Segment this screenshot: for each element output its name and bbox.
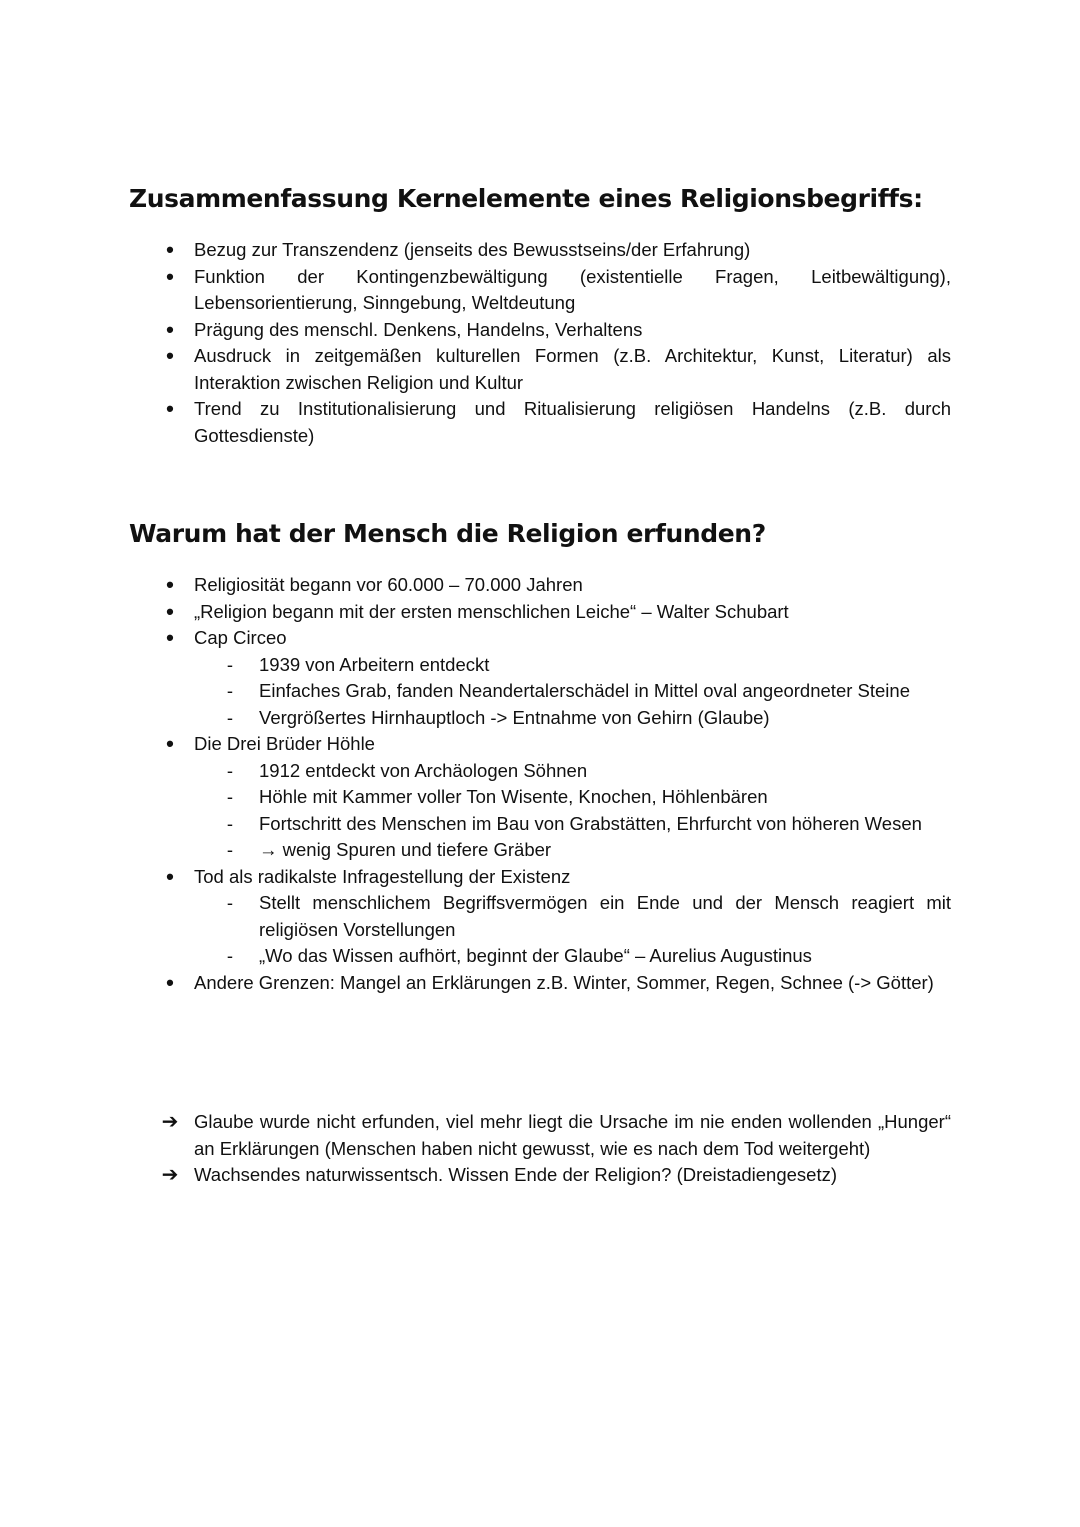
bullet-icon: • — [166, 316, 174, 342]
bullet-icon: • — [166, 598, 174, 624]
sub-list-item-text: 1912 entdeckt von Archäologen Söhnen — [259, 759, 588, 781]
list-item-text: Die Drei Brüder Höhle — [194, 733, 375, 754]
sub-list — [194, 758, 951, 864]
list-item — [0, 731, 951, 864]
list-item-text: „Religion begann mit der ersten menschlichen Leiche“ – Walter Schubart — [194, 600, 789, 622]
sub-list-item — [0, 890, 951, 943]
sub-list-item-text: „Wo das Wissen aufhört, beginnt der Glaube“ – Aurelius Augustinus — [259, 945, 812, 966]
bullet-icon: • — [166, 237, 174, 262]
list-item-text: Funktion der Kontingenzbewältigung (existentielle Fragen, Leitbewältigung), Lebensorientierung, Sinngebung, Weltdeutung — [194, 265, 951, 313]
bullet-icon: • — [166, 396, 174, 421]
conclusion-text: Glaube wurde nicht erfunden, viel mehr liegt die Ursache im nie enden wollenden „Hunger“ an Erklärungen (Menschen haben nicht gewusst, wie es nach dem Tod weitergeht) — [194, 1111, 951, 1159]
dash-icon: - — [226, 812, 234, 834]
sub-list-item — [0, 705, 951, 732]
sub-list-item — [0, 784, 951, 811]
sub-list-item-text: Stellt menschlichem Begriffsvermögen ein Ende und der Mensch reagiert mit religiösen Vorstellungen — [259, 892, 951, 940]
list-item-text: Tod als radikalste Infragestellung der Existenz — [194, 865, 571, 887]
list-item-text: Prägung des menschl. Denkens, Handelns, Verhaltens — [194, 318, 643, 340]
section2-heading: Warum hat der Mensch die Religion erfunden? — [129, 519, 766, 548]
dash-icon: - — [226, 839, 234, 860]
sub-list-item — [0, 758, 951, 785]
sub-list-item — [0, 652, 951, 679]
conclusion-item — [0, 1162, 951, 1189]
list-item — [0, 317, 951, 344]
list-item — [0, 864, 951, 970]
bullet-icon: • — [166, 969, 174, 995]
sub-list-item-text: Höhle mit Kammer voller Ton Wisente, Knochen, Höhlenbären — [259, 786, 768, 807]
sub-list — [194, 652, 951, 732]
list-item — [0, 970, 951, 997]
sub-list-item-text: 1939 von Arbeitern entdeckt — [259, 653, 490, 675]
list-item — [0, 572, 951, 599]
sub-list-item — [0, 678, 951, 705]
list-item-text: Religiosität begann vor 60.000 – 70.000 Jahren — [194, 574, 583, 595]
list-item — [0, 599, 951, 626]
list-item — [0, 264, 951, 317]
sub-list-item-text: Fortschritt des Menschen im Bau von Grabstätten, Ehrfurcht von höheren Wesen — [259, 812, 922, 834]
list-item — [0, 625, 951, 731]
bullet-icon: • — [166, 731, 174, 756]
section2-list — [0, 572, 951, 996]
dash-icon: - — [226, 945, 234, 966]
bullet-icon: • — [166, 343, 174, 368]
list-item — [0, 343, 951, 396]
dash-icon: - — [226, 706, 234, 728]
bullet-icon: • — [166, 863, 174, 889]
dash-icon: - — [226, 892, 234, 913]
list-item-text: Cap Circeo — [194, 627, 287, 648]
list-item — [0, 396, 951, 449]
sub-list-item-text: → wenig Spuren und tiefere Gräber — [259, 839, 552, 860]
conclusions-list — [0, 1109, 951, 1189]
list-item-text: Trend zu Institutionalisierung und Ritualisierung religiösen Handelns (z.B. durch Gottesdienste) — [194, 398, 951, 446]
sub-list-item-text: Einfaches Grab, fanden Neandertalerschädel in Mittel oval angeordneter Steine — [259, 680, 910, 701]
conclusion-text: Wachsendes naturwissentsch. Wissen Ende der Religion? (Dreistadiengesetz) — [194, 1164, 838, 1185]
sub-list-item — [0, 811, 951, 838]
dash-icon: - — [226, 653, 234, 675]
list-item — [0, 237, 951, 264]
list-item-text: Andere Grenzen: Mangel an Erklärungen z.B. Winter, Sommer, Regen, Schnee (-> Götter) — [194, 971, 934, 993]
sub-list-item-text: Vergrößertes Hirnhauptloch -> Entnahme von Gehirn (Glaube) — [259, 706, 770, 728]
sub-list — [194, 890, 951, 970]
arrow-right-icon: ➔ — [161, 1111, 179, 1133]
arrow-right-icon: ➔ — [161, 1164, 179, 1186]
sub-list-item — [0, 943, 951, 970]
list-item-text: Bezug zur Transzendenz (jenseits des Bewusstseins/der Erfahrung) — [194, 239, 751, 260]
bullet-icon: • — [166, 263, 174, 289]
conclusion-item — [0, 1109, 951, 1162]
bullet-icon: • — [166, 625, 174, 650]
section1-list — [0, 237, 951, 449]
dash-icon: - — [226, 680, 234, 701]
sub-list-item — [0, 837, 951, 864]
list-item-text: Ausdruck in zeitgemäßen kulturellen Formen (z.B. Architektur, Kunst, Literatur) als Interaktion zwischen Religion und Kultur — [194, 345, 951, 393]
section1-heading: Zusammenfassung Kernelemente eines Religionsbegriffs: — [129, 184, 923, 213]
dash-icon: - — [226, 759, 234, 781]
dash-icon: - — [226, 786, 234, 807]
bullet-icon: • — [166, 572, 174, 597]
